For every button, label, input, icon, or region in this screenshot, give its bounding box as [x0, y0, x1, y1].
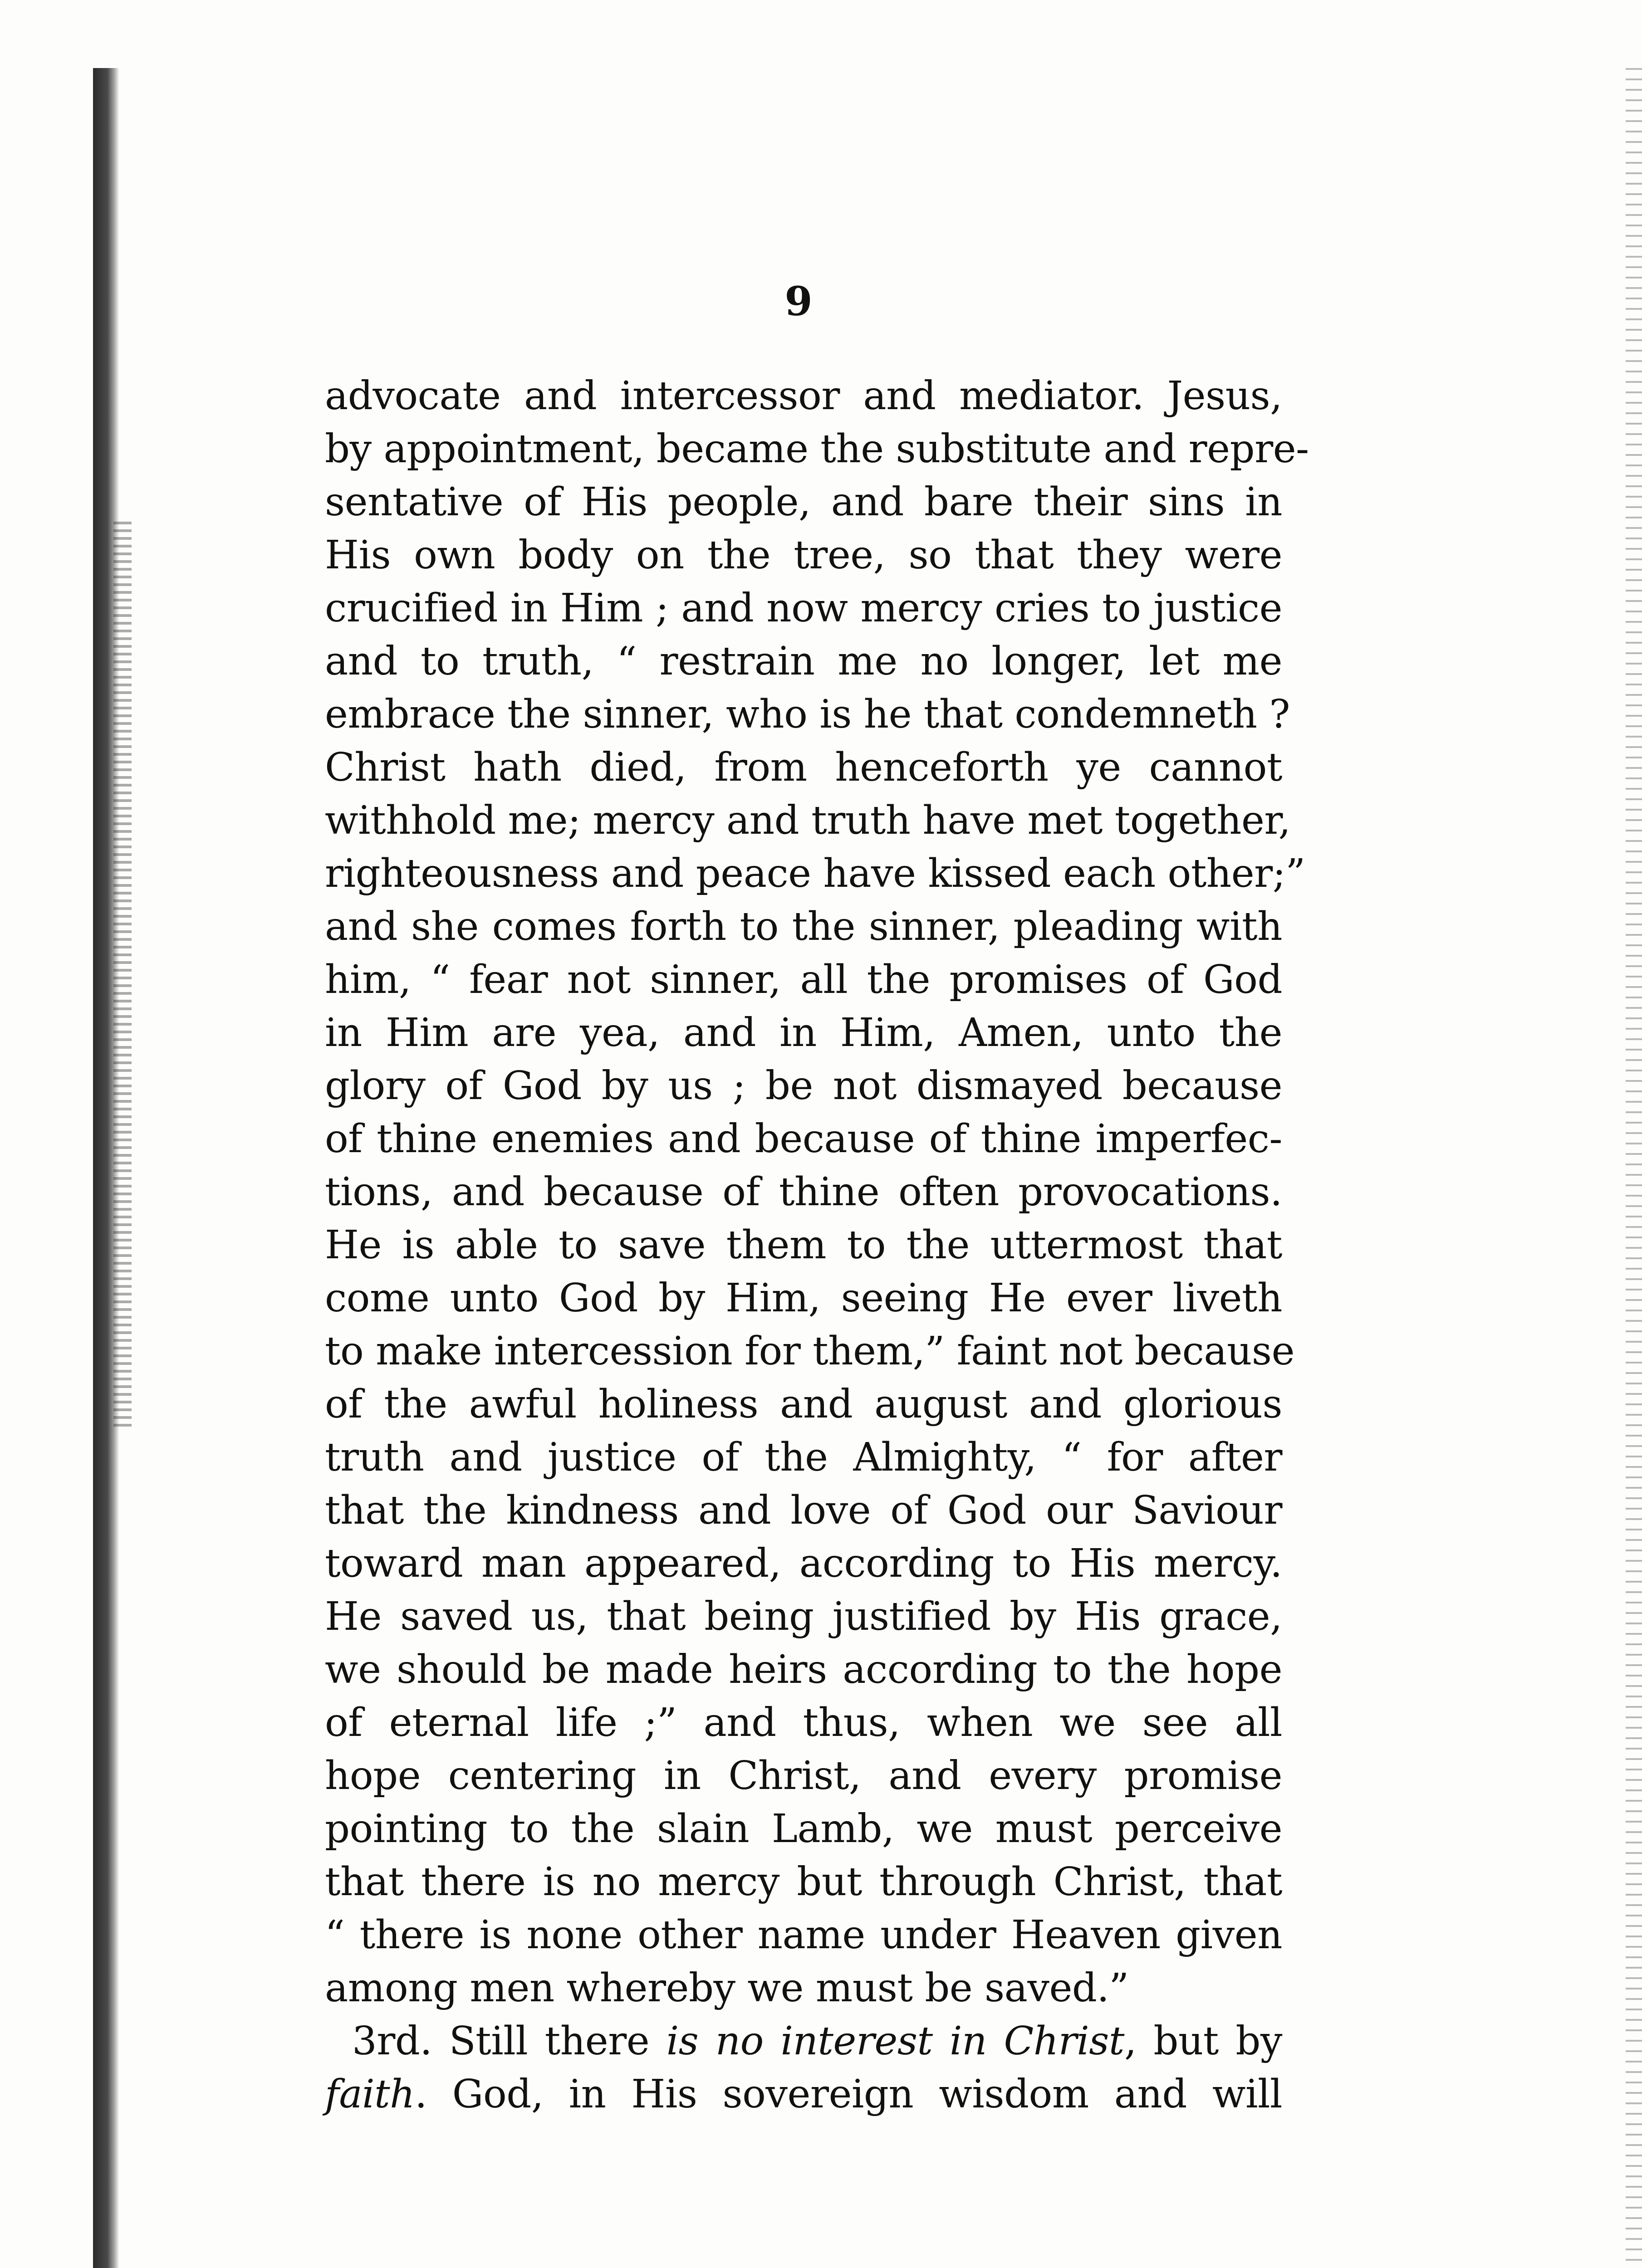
text-line: Christ hath died, from henceforth ye cannot	[325, 745, 1282, 790]
text-line: of thine enemies and because of thine imperfec-	[325, 1116, 1282, 1162]
text-line: in Him are yea, and in Him, Amen, unto the	[325, 1010, 1282, 1056]
body-text	[325, 370, 1309, 2121]
text-line: pointing to the slain Lamb, we must perceive	[325, 1806, 1282, 1852]
paragraph-3rd-line-2	[325, 2068, 1282, 2121]
text-run: . God, in His sovereign wisdom and will	[415, 2072, 1282, 2117]
text-run: 3rd. Still there	[352, 2019, 667, 2064]
text-line: come unto God by Him, seeing He ever liveth	[325, 1276, 1282, 1321]
text-line: He is able to save them to the uttermost that	[325, 1222, 1282, 1268]
text-line: we should be made heirs according to the hope	[325, 1647, 1282, 1692]
text-line: and she comes forth to the sinner, pleading with	[325, 904, 1282, 949]
text-run: , but by	[1124, 2019, 1282, 2064]
text-line: of the awful holiness and august and glorious	[325, 1382, 1282, 1427]
text-line: crucified in Him ; and now mercy cries to justice	[325, 586, 1282, 631]
binding-speckle	[113, 522, 132, 1429]
text-line: that the kindness and love of God our Saviour	[325, 1488, 1282, 1533]
text-line: toward man appeared, according to His mercy.	[325, 1541, 1282, 1586]
text-line: His own body on the tree, so that they were	[325, 533, 1282, 578]
text-line: tions, and because of thine often provocations.	[325, 1169, 1282, 1215]
text-line: sentative of His people, and bare their sins in	[325, 479, 1282, 525]
text-line: righteousness and peace have kissed each other;”	[325, 851, 1305, 896]
text-line: hope centering in Christ, and every promise	[325, 1753, 1282, 1799]
italic-run: is no interest in Christ	[666, 2019, 1124, 2064]
text-line: He saved us, that being justified by His grace,	[325, 1594, 1282, 1639]
text-line: by appointment, became the substitute and repre-	[325, 426, 1309, 472]
text-line: that there is no mercy but through Christ, that	[325, 1859, 1282, 1905]
page-edge	[1626, 68, 1642, 2268]
text-line: to make intercession for them,” faint not because	[325, 1329, 1294, 1374]
text-line: embrace the sinner, who is he that condemneth ?	[325, 692, 1290, 737]
text-line: of eternal life ;” and thus, when we see all	[325, 1700, 1282, 1745]
text-line: among men whereby we must be saved.”	[325, 1965, 1129, 2011]
italic-run: faith	[325, 2072, 415, 2117]
text-line: “ there is none other name under Heaven given	[325, 1912, 1282, 1958]
text-line: truth and justice of the Almighty, “ for after	[325, 1435, 1282, 1480]
paragraph-3rd-line-1	[325, 2015, 1282, 2068]
page-number: 9	[784, 278, 813, 325]
text-line: and to truth, “ restrain me no longer, let me	[325, 639, 1282, 684]
text-line: advocate and intercessor and mediator. Jesus,	[325, 373, 1282, 419]
text-line: glory of God by us ; be not dismayed because	[325, 1063, 1282, 1109]
text-line: him, “ fear not sinner, all the promises of God	[325, 957, 1282, 1002]
text-line: withhold me; mercy and truth have met together,	[325, 798, 1291, 843]
